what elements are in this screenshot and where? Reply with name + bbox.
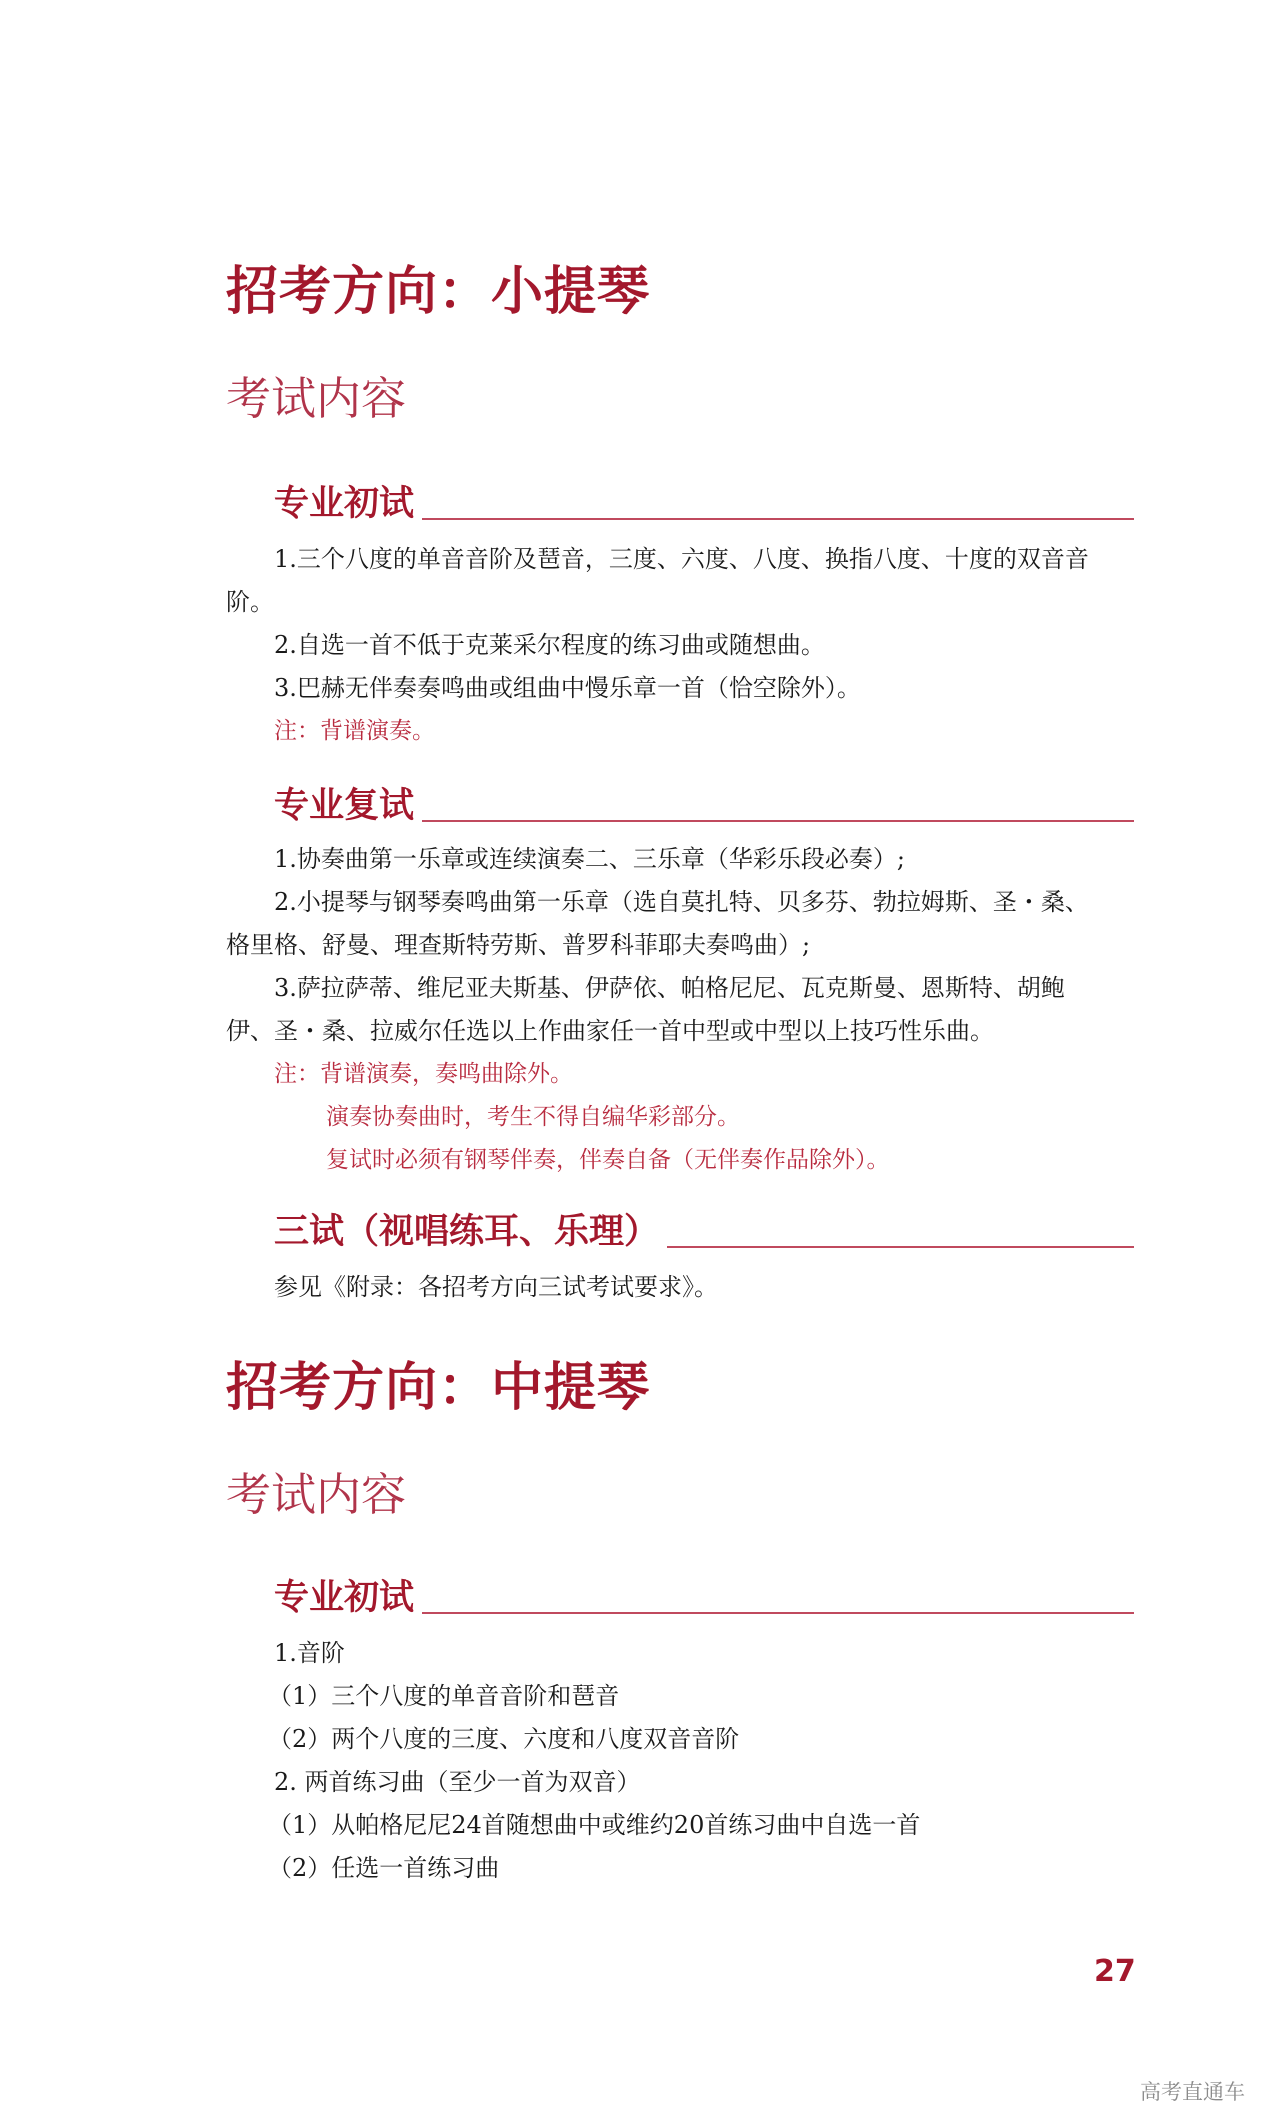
viola-first-line-2: （1）三个八度的单音音阶和琶音: [268, 1682, 620, 1710]
page-number: 27: [1094, 1954, 1136, 1989]
viola-first-line-1: 1.音阶: [274, 1639, 345, 1667]
violin-first-note: 注：背谱演奏。: [274, 718, 435, 744]
viola-first-line-5: （1）从帕格尼尼24首随想曲中或维约20首练习曲中自选一首: [268, 1811, 921, 1839]
violin-second-line-1: 1.协奏曲第一乐章或连续演奏二、三乐章（华彩乐段必奏）;: [274, 845, 905, 873]
violin-second-note-2: 演奏协奏曲时，考生不得自编华彩部分。: [326, 1104, 740, 1130]
violin-second-note-1: 注：背谱演奏，奏鸣曲除外。: [274, 1061, 573, 1087]
violin-first-line-4: 3.巴赫无伴奏奏鸣曲或组曲中慢乐章一首（恰空除外）。: [274, 674, 861, 702]
violin-content-heading: 考试内容: [226, 372, 407, 425]
viola-content-heading: 考试内容: [226, 1468, 407, 1521]
section-title: 三试（视唱练耳、乐理）: [274, 1212, 660, 1252]
watermark: 高考直通车: [1140, 2080, 1245, 2104]
violin-third-round-header: [274, 1206, 1134, 1250]
violin-first-round-header: [274, 478, 1134, 522]
viola-first-round-header: [274, 1572, 1134, 1616]
section-divider: [422, 820, 1134, 822]
viola-first-line-4: 2. 两首练习曲（至少一首为双音）: [274, 1768, 641, 1796]
violin-second-line-4: 3.萨拉萨蒂、维尼亚夫斯基、伊萨依、帕格尼尼、瓦克斯曼、恩斯特、胡鲍: [274, 974, 1065, 1002]
section-divider: [667, 1246, 1134, 1248]
violin-direction-title: 招考方向：小提琴: [226, 262, 651, 322]
violin-second-line-5: 伊、圣・桑、拉威尔任选以上作曲家任一首中型或中型以上技巧性乐曲。: [226, 1017, 994, 1045]
violin-second-line-2: 2.小提琴与钢琴奏鸣曲第一乐章（选自莫扎特、贝多芬、勃拉姆斯、圣・桑、: [274, 888, 1089, 916]
violin-first-line-1: 1.三个八度的单音音阶及琶音，三度、六度、八度、换指八度、十度的双音音: [274, 545, 1089, 573]
section-divider: [422, 518, 1134, 520]
viola-direction-title: 招考方向：中提琴: [226, 1358, 651, 1418]
violin-first-line-3: 2.自选一首不低于克莱采尔程度的练习曲或随想曲。: [274, 631, 825, 659]
viola-first-line-6: （2）任选一首练习曲: [268, 1854, 500, 1882]
violin-second-round-header: [274, 780, 1134, 824]
section-title: 专业初试: [274, 1578, 415, 1618]
violin-second-note-3: 复试时必须有钢琴伴奏，伴奏自备（无伴奏作品除外）。: [326, 1147, 890, 1173]
violin-third-line: 参见《附录：各招考方向三试考试要求》。: [274, 1273, 718, 1301]
violin-first-line-2: 阶。: [226, 588, 274, 616]
section-title: 专业复试: [274, 786, 415, 826]
viola-first-line-3: （2）两个八度的三度、六度和八度双音音阶: [268, 1725, 740, 1753]
violin-second-line-3: 格里格、舒曼、理查斯特劳斯、普罗科菲耶夫奏鸣曲）;: [226, 931, 811, 959]
section-divider: [422, 1612, 1134, 1614]
section-title: 专业初试: [274, 484, 415, 524]
